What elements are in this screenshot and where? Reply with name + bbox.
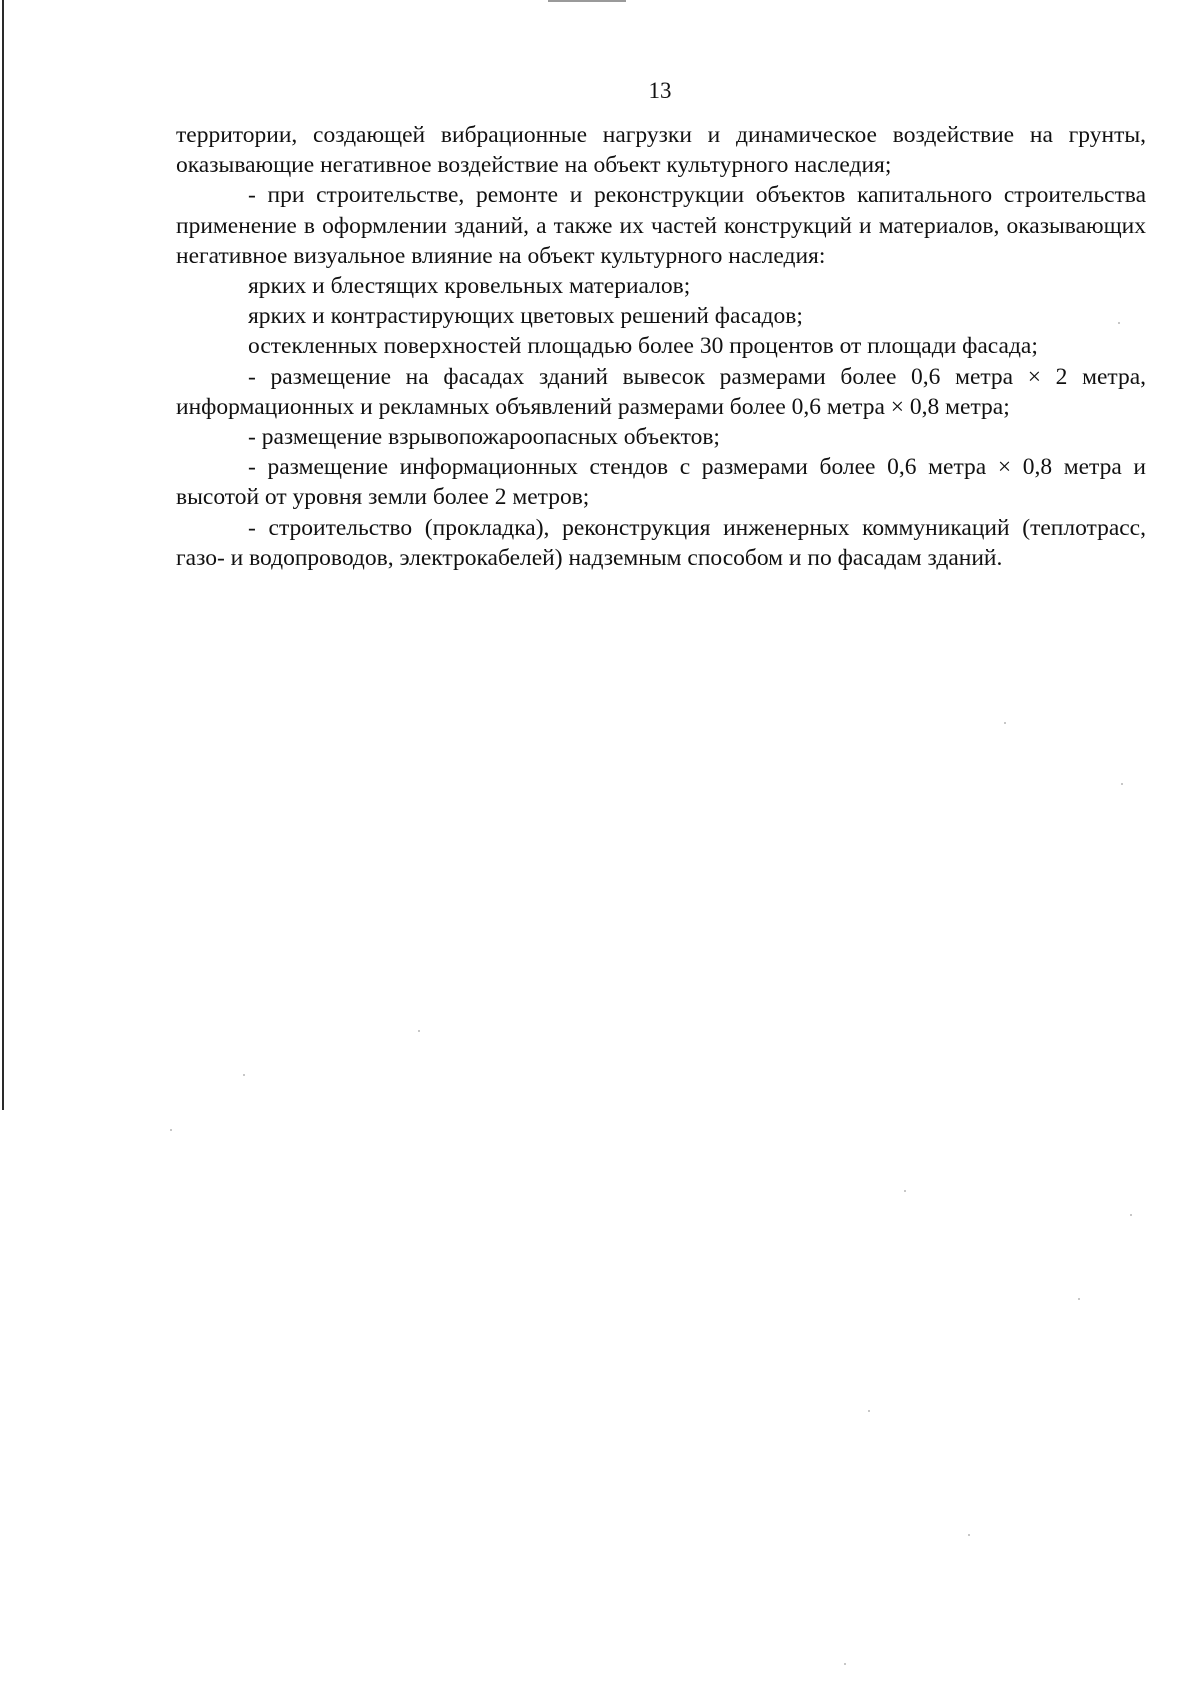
scan-speck xyxy=(1121,783,1123,785)
scan-speck xyxy=(243,1074,245,1076)
scan-speck xyxy=(844,1663,846,1665)
scan-speck xyxy=(1130,1214,1132,1216)
list-item-facade-colors: ярких и контрастирующих цветовых решений фасадов; xyxy=(248,303,803,330)
list-item-glazing: остекленных поверхностей площадью более 30 процентов от площади фасада; xyxy=(248,333,1038,360)
scan-speck xyxy=(418,1030,420,1032)
paragraph-construction: - при строительстве, ремонте и реконструкции объектов капитального строительства применение в оформлении зданий, а также их частей конструкций и материалов, оказывающих негативное визуальное влияние на объект культурного наследия: xyxy=(176,182,1146,269)
document-body xyxy=(176,120,1146,573)
paragraph-signs: - размещение на фасадах зданий вывесок размерами более 0,6 метра × 2 метра, информационных и рекламных объявлений размерами более 0,6 метра × 0,8 метра; xyxy=(176,363,1146,420)
scan-top-mark xyxy=(548,0,626,2)
scan-speck xyxy=(170,1129,172,1131)
scan-speck xyxy=(904,1190,906,1192)
paragraph-explosive-objects: - размещение взрывопожароопасных объектов; xyxy=(248,424,720,451)
scan-speck xyxy=(868,1410,870,1412)
paragraph-info-stands: - размещение информационных стендов с размерами более 0,6 метра × 0,8 метра и высотой от уровня земли более 2 метров; xyxy=(176,454,1146,511)
paragraph-territory: территории, создающей вибрационные нагрузки и динамическое воздействие на грунты, оказывающие негативное воздействие на объект культурного наследия; xyxy=(176,122,1146,179)
scan-speck xyxy=(1004,722,1006,724)
scan-speck xyxy=(1078,1298,1080,1300)
scan-speck xyxy=(1118,322,1120,324)
list-item-roofing: ярких и блестящих кровельных материалов; xyxy=(248,273,691,300)
scan-speck xyxy=(968,1534,970,1536)
page-number: 13 xyxy=(648,78,672,103)
scan-edge-line xyxy=(2,0,4,1110)
paragraph-utilities: - строительство (прокладка), реконструкция инженерных коммуникаций (теплотрасс, газо- и водопроводов, электрокабелей) надземным способом и по фасадам зданий. xyxy=(176,514,1146,571)
